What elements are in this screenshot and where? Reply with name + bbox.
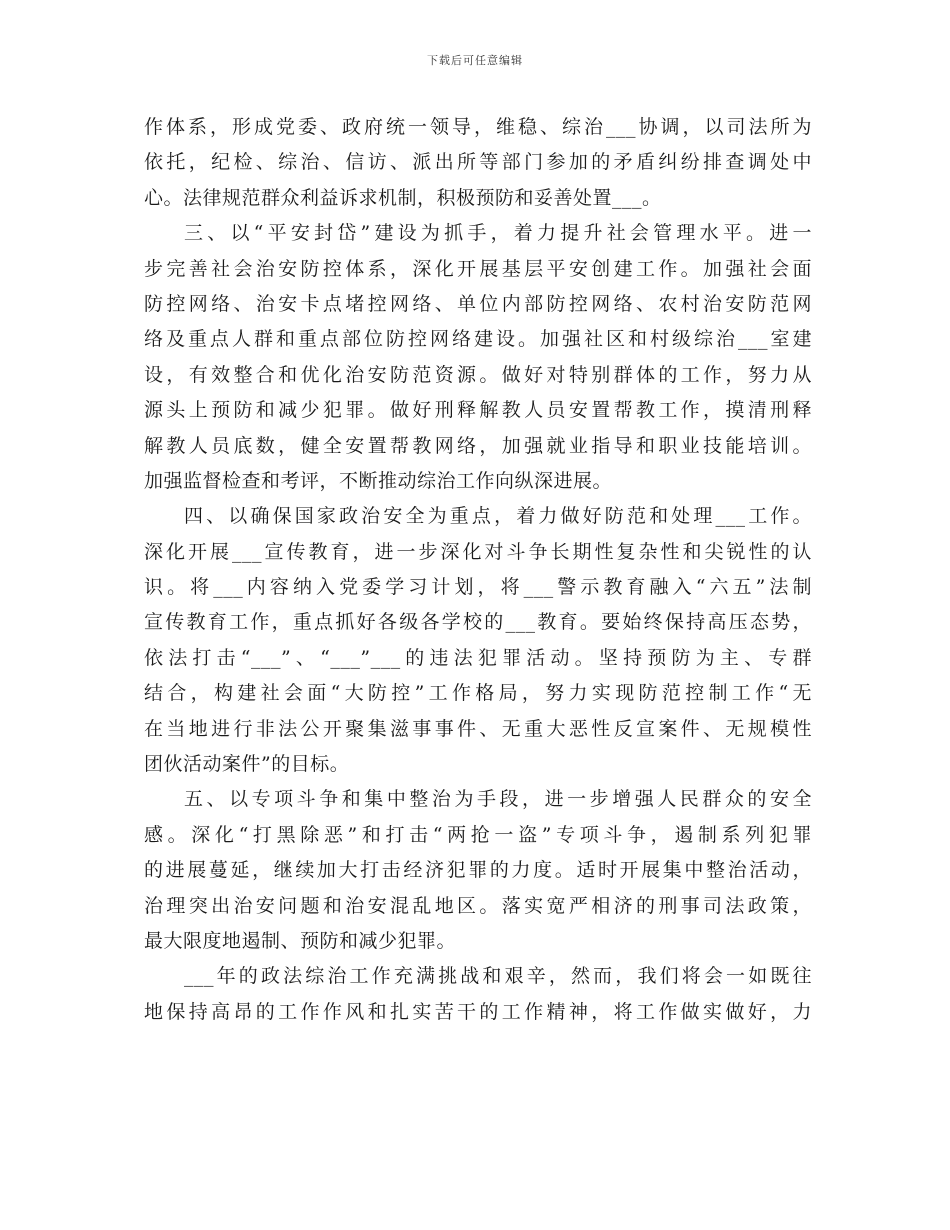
text-line: 五、以专项斗争和集中整治为手段，进一步增强人民群众的安全: [184, 788, 812, 811]
text-line: 识。将___内容纳入党委学习计划，将___警示教育融入“六五”法制: [144, 576, 812, 599]
text-line: 四、以确保国家政治安全为重点，着力做好防范和处理___工作。: [184, 505, 812, 528]
paragraph: [144, 499, 812, 782]
text-line: 地保持高昂的工作作风和扎实苦干的工作精神，将工作做实做好，力: [144, 1000, 812, 1023]
text-line: 心。法律规范群众利益诉求机制，积极预防和妥善处置___。: [144, 186, 662, 209]
paragraph: [144, 782, 812, 959]
document-body: [144, 110, 812, 1030]
text-line: 宣传教育工作，重点抓好各级各学校的___教育。要始终保持高压态势，: [144, 611, 812, 634]
text-line: 防控网络、治安卡点堵控网络、单位内部防控网络、农村治安防范网: [144, 292, 812, 315]
text-line: 依托，纪检、综治、信访、派出所等部门参加的矛盾纠纷排查调处中: [144, 151, 812, 174]
text-line: ___年的政法综治工作充满挑战和艰辛，然而，我们将会一如既往: [184, 965, 812, 988]
text-line: 作体系，形成党委、政府统一领导，维稳、综治___协调，以司法所为: [144, 116, 812, 138]
text-line: 最大限度地遏制、预防和减少犯罪。: [144, 929, 457, 952]
text-line: 解教人员底数，健全安置帮教网络，加强就业指导和职业技能培训。: [144, 434, 812, 457]
text-line: 结合，构建社会面“大防控”工作格局，努力实现防范控制工作“无: [144, 682, 812, 705]
text-line: 三、以“平安封岱”建设为抓手，着力提升社会管理水平。进一: [184, 222, 812, 245]
text-line: 络及重点人群和重点部位防控网络建设。加强社区和村级综治___室建: [144, 328, 812, 351]
text-line: 加强监督检查和考评，不断推动综治工作向纵深进展。: [144, 469, 613, 492]
text-line: 治理突出治安问题和治安混乱地区。落实宽严相济的刑事司法政策，: [144, 894, 812, 917]
text-line: 步完善社会治安防控体系，深化开展基层平安创建工作。加强社会面: [144, 257, 812, 280]
text-line: 依法打击“___”、“___”___的违法犯罪活动。坚持预防为主、专群: [144, 646, 812, 669]
text-line: 感。深化“打黑除恶”和打击“两抢一盗”专项斗争，遏制系列犯罪: [144, 823, 812, 846]
text-line: 源头上预防和减少犯罪。做好刑释解教人员安置帮教工作，摸清刑释: [144, 399, 812, 422]
paragraph: [144, 959, 812, 1030]
text-line: 在当地进行非法公开聚集滋事事件、无重大恶性反宣案件、无规模性: [144, 717, 812, 740]
text-line: 设，有效整合和优化治安防范资源。做好对特别群体的工作，努力从: [144, 363, 812, 386]
paragraph: [144, 110, 812, 216]
text-line: 团伙活动案件”的目标。: [144, 753, 350, 776]
text-line: 深化开展___宣传教育，进一步深化对斗争长期性复杂性和尖锐性的认: [144, 540, 812, 563]
page-header: 下载后可任意编辑: [427, 54, 523, 67]
paragraph: [144, 216, 812, 499]
text-line: 的进展蔓延，继续加大打击经济犯罪的力度。适时开展集中整治活动，: [144, 859, 812, 882]
